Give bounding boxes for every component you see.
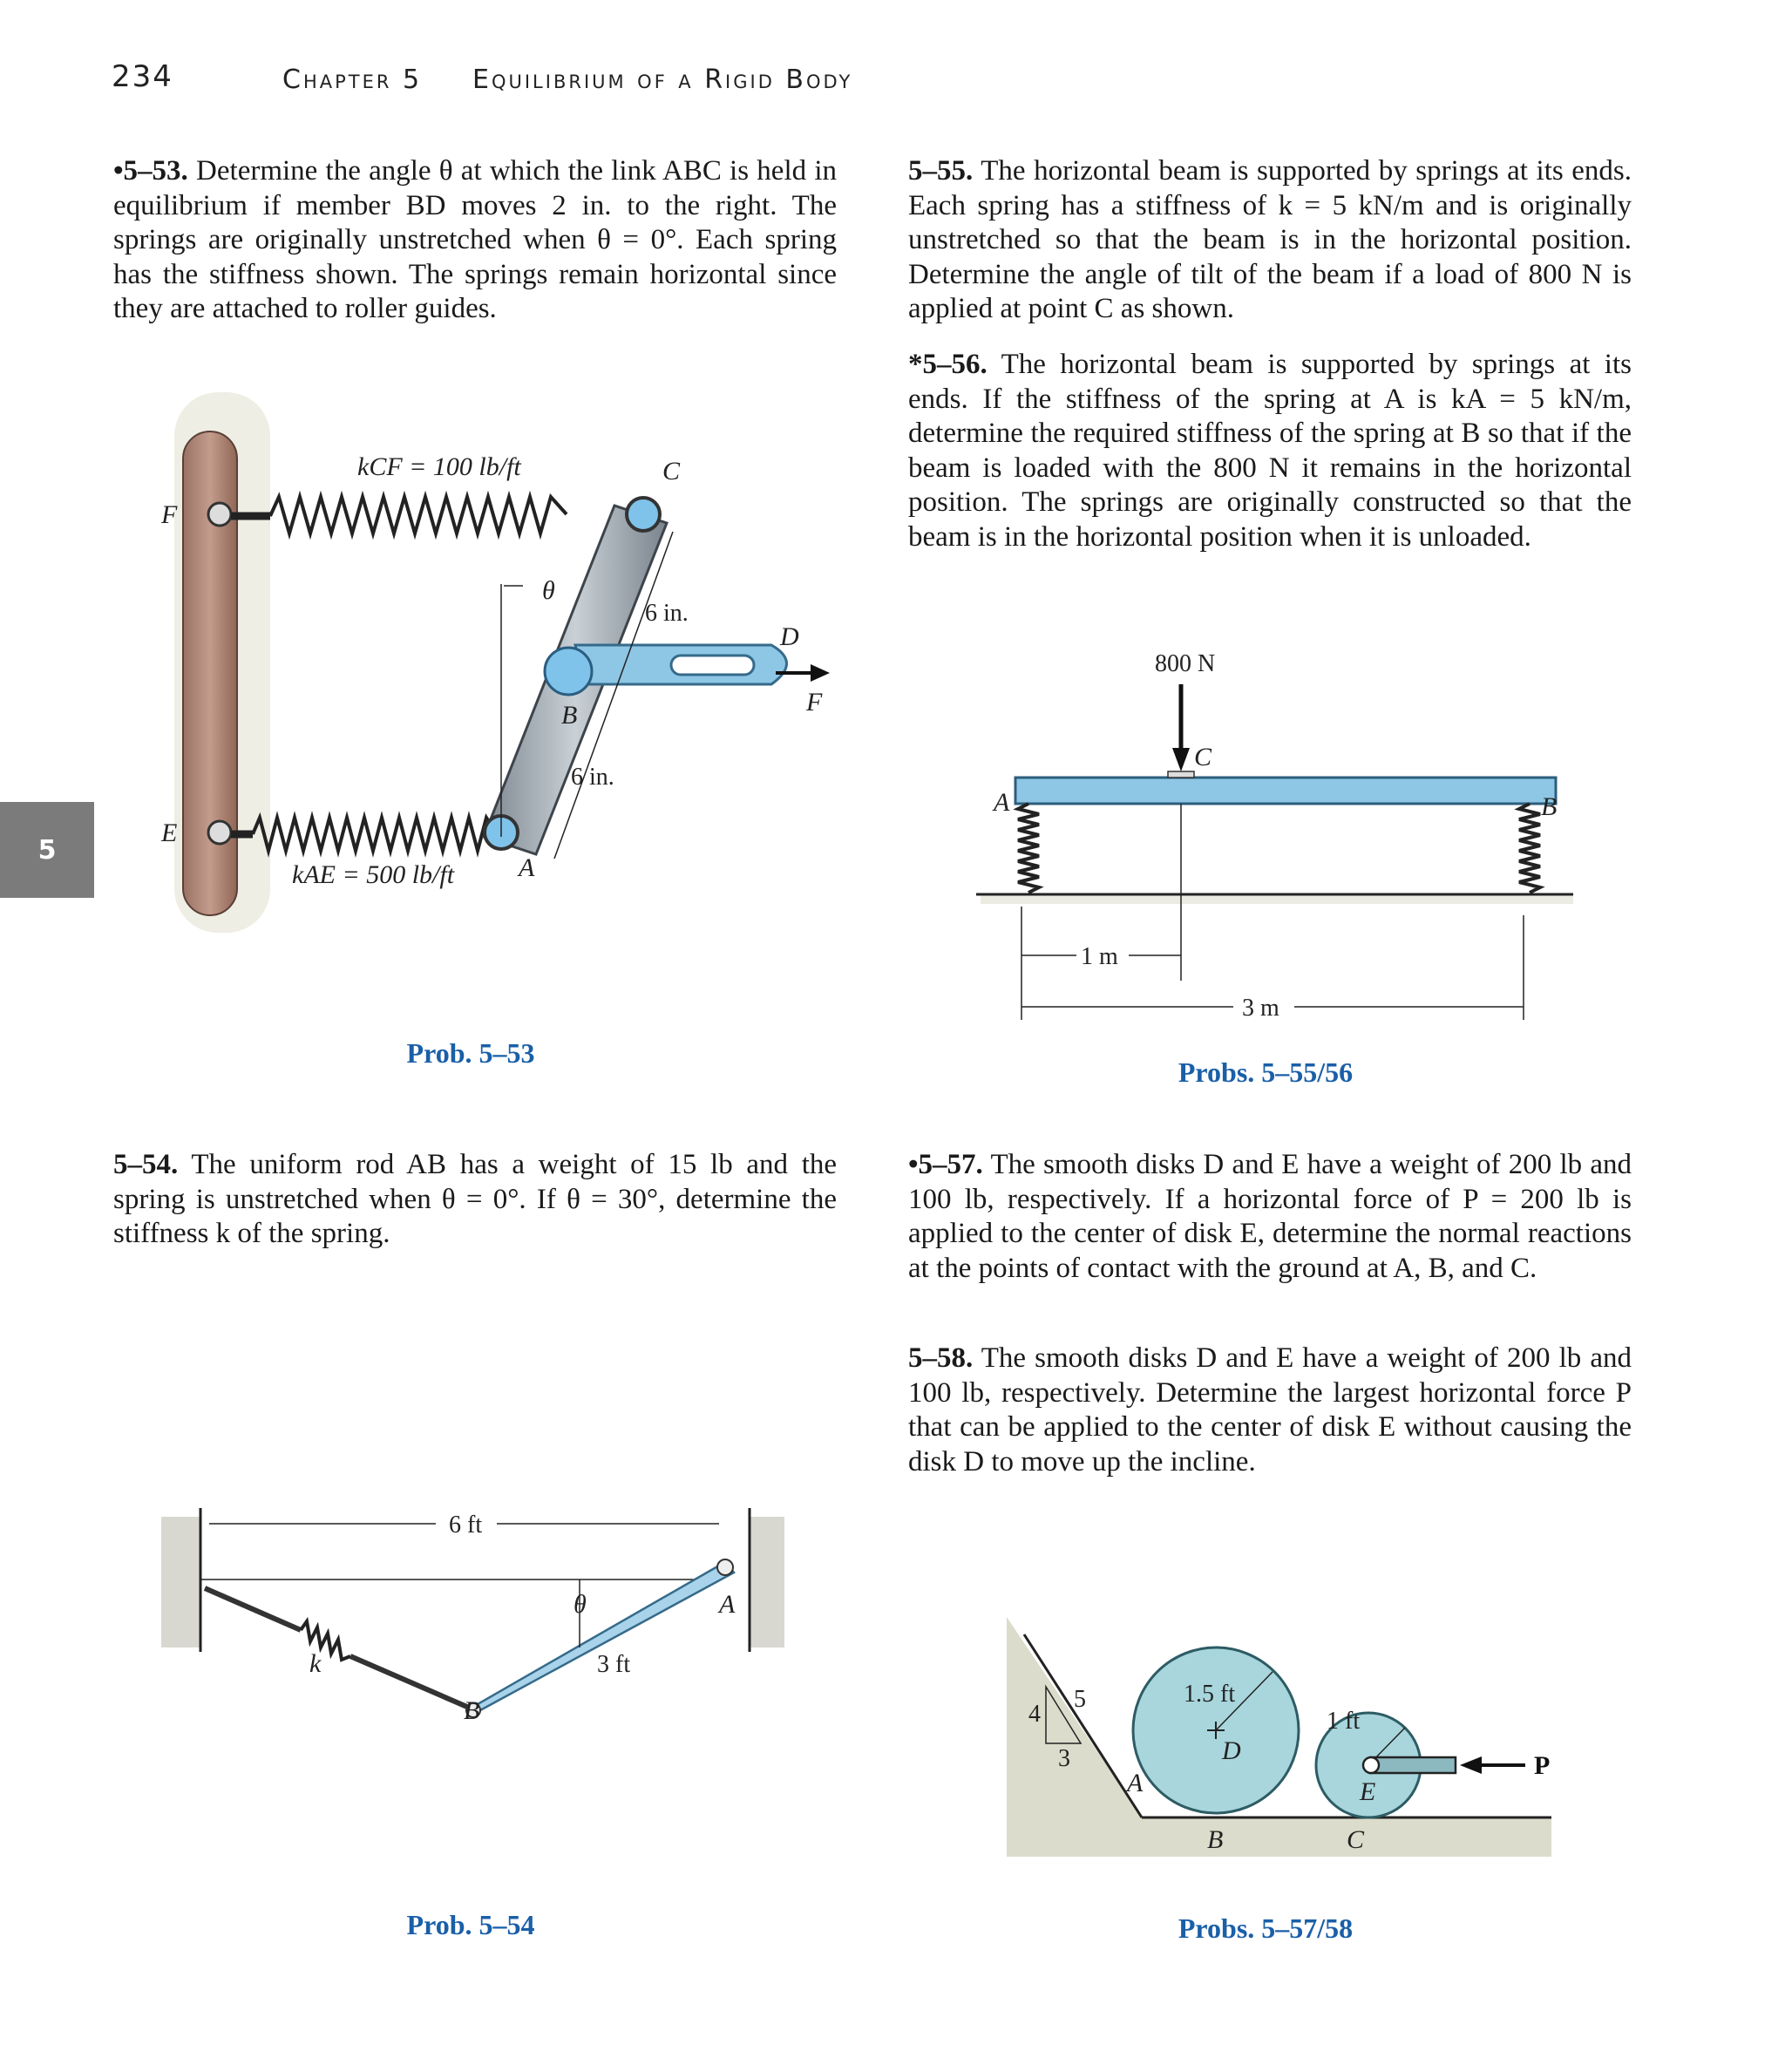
pin-e (208, 821, 231, 844)
arrowhead (1460, 1756, 1482, 1774)
chapter-label: Chapter 5 (282, 65, 423, 95)
problem-number: 5–58. (908, 1342, 974, 1374)
dim-1m: 1 m (1081, 943, 1118, 970)
label-r-small: 1 ft (1327, 1708, 1361, 1735)
label-k: k (309, 1649, 322, 1678)
label-d: D (780, 622, 799, 651)
pin-a (717, 1559, 733, 1575)
label-a: A (519, 853, 535, 882)
figure-5-55 (959, 636, 1586, 1037)
problem-text: The uniform rod AB has a weight of 15 lb and the spring is unstretched when θ = 0°. If θ = 30°, determine the stiffness k of the spring. (113, 1149, 838, 1249)
spring-ae (253, 818, 497, 851)
problem-text: The smooth disks D and E have a weight of 200 lb and 100 lb, respectively. If a horizontal force of P = 200 lb is applied to the center of disk E, determine the normal reactions at the points of contact with the ground at A, B, and C. (908, 1149, 1632, 1284)
problem-5-56 (908, 348, 1632, 554)
slot (671, 656, 754, 675)
spring-b (1519, 804, 1540, 893)
slope-run: 3 (1058, 1745, 1070, 1772)
right-wall (750, 1517, 784, 1647)
label-a: A (1127, 1769, 1144, 1797)
label-load: 800 N (1155, 650, 1216, 677)
label-b: B (1541, 792, 1558, 821)
label-b: B (1207, 1825, 1224, 1854)
label-theta: θ (542, 576, 555, 605)
chapter-title: Equilibrium of a Rigid Body (472, 65, 853, 95)
problem-text: Determine the angle θ at which the link ABC is held in equilibrium if member BD moves 2 in. to the right. The springs are originally unstretched when θ = 0°. Each spring has the stiffness shown. The springs remain horizontal since they are attached to roller guides. (113, 155, 838, 324)
label-kae: kAE = 500 lb/ft (292, 860, 455, 889)
caption-5-55-56: Probs. 5–55/56 (1178, 1056, 1354, 1088)
label-e: E (161, 819, 178, 847)
spring-k (301, 1621, 350, 1660)
problem-number: 5–54. (113, 1149, 179, 1180)
vertical-wall (183, 431, 237, 915)
slope-rise: 4 (1028, 1701, 1041, 1728)
page-header (112, 59, 1680, 103)
dim-6ft: 6 ft (449, 1512, 483, 1539)
rod-ab (471, 1562, 734, 1715)
chapter-tab: 5 (0, 802, 94, 898)
dim-3ft: 3 ft (597, 1651, 631, 1678)
problem-text: The horizontal beam is supported by springs at its ends. If the stiffness of the spring at A is kA = 5 kN/m, determine the required stiffness of the spring at B so that if the beam is loaded with the 800 N it remains in the horizontal position. The springs are originally constructed so that the beam is in the horizontal position when it is unloaded. (908, 349, 1632, 553)
problem-text: The horizontal beam is supported by springs at its ends. Each spring has a stiffness of k = 5 kN/m and is originally unstretched so that the beam is in the horizontal position. Determine the angle of tilt of the beam if a load of 800 N is applied at point C as shown. (908, 155, 1632, 324)
pin-e (1363, 1757, 1379, 1773)
beam (1015, 778, 1556, 804)
problem-text: The smooth disks D and E have a weight of 200 lb and 100 lb, respectively. Determine the largest horizontal force P that can be applied to the center of disk E without causing the disk D to move up the incline. (908, 1342, 1632, 1478)
pin-f (208, 503, 231, 526)
problem-number: 5–55. (908, 155, 974, 187)
caption-5-57-58: Probs. 5–57/58 (1178, 1912, 1354, 1944)
figure-5-53 (139, 384, 854, 941)
problem-number: *5–56. (908, 349, 988, 380)
arrowhead (1172, 748, 1190, 771)
label-b: B (561, 701, 578, 730)
push-rod (1370, 1757, 1456, 1773)
problem-5-55 (908, 154, 1632, 327)
label-d: D (1222, 1736, 1241, 1765)
problem-5-58 (908, 1342, 1632, 1479)
spring-cf (270, 497, 567, 533)
roller-c (627, 498, 660, 531)
figure-5-54 (148, 1482, 793, 1752)
dim-3m: 3 m (1242, 995, 1279, 1022)
arrowhead (811, 664, 830, 682)
label-f: F (161, 500, 178, 529)
label-b: B (464, 1696, 480, 1725)
problem-5-54 (113, 1148, 837, 1252)
problem-5-53 (113, 154, 837, 327)
load-plate (1168, 771, 1194, 778)
figure-5-57 (994, 1604, 1604, 1865)
label-force-f: F (806, 688, 823, 717)
label-c: C (662, 457, 681, 486)
problem-5-57 (908, 1148, 1632, 1286)
pin-b (545, 648, 592, 695)
problem-number: •5–57. (908, 1149, 983, 1180)
label-kcf: kCF = 100 lb/ft (357, 452, 521, 481)
spring-a (1018, 804, 1039, 893)
dim-lower: 6 in. (571, 764, 614, 791)
spring-wire (350, 1656, 475, 1710)
label-c: C (1194, 743, 1212, 771)
caption-5-53: Prob. 5–53 (406, 1037, 535, 1069)
left-wall (161, 1517, 200, 1647)
label-a: A (719, 1590, 736, 1619)
caption-5-54: Prob. 5–54 (406, 1909, 535, 1940)
spring-wire (205, 1588, 301, 1630)
label-e: E (1360, 1777, 1376, 1806)
dim-upper: 6 in. (645, 600, 689, 627)
label-a: A (994, 788, 1010, 817)
page-number: 234 (112, 59, 173, 94)
label-theta: θ (574, 1590, 587, 1619)
problem-number: •5–53. (113, 155, 188, 187)
label-c: C (1347, 1825, 1365, 1854)
label-r-large: 1.5 ft (1184, 1681, 1236, 1708)
label-p: P (1534, 1751, 1551, 1780)
slope-hyp: 5 (1074, 1686, 1086, 1713)
